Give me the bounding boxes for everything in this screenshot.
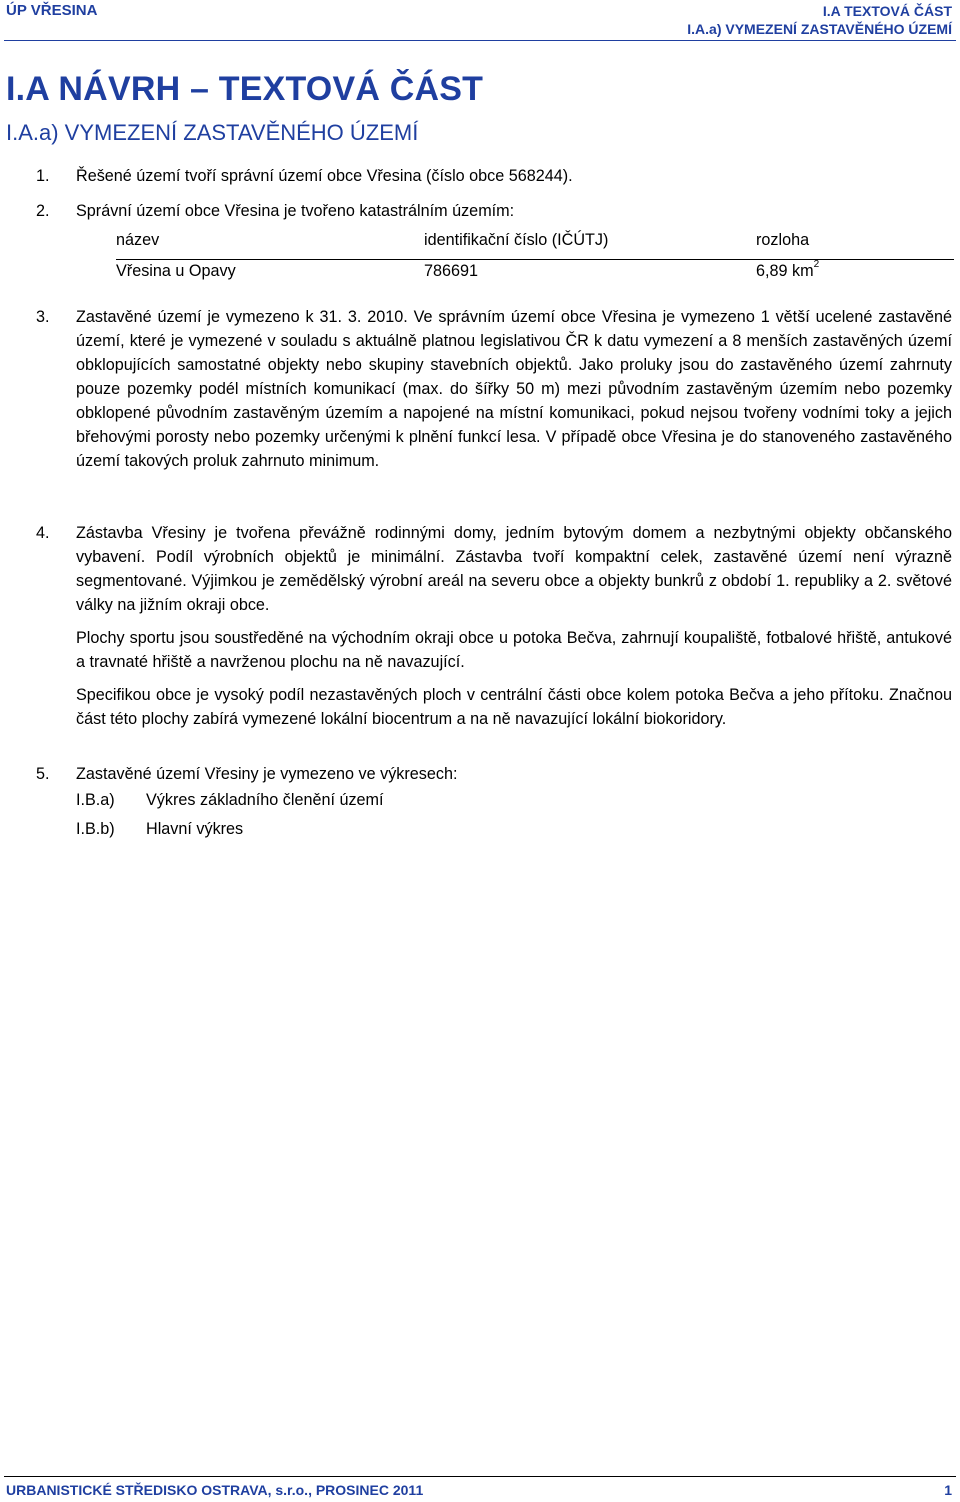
table-header-cell: rozloha <box>756 231 810 249</box>
list-item-number: 1. <box>36 167 50 185</box>
list-item-text: Zastavěné území je vymezeno k 31. 3. 2010. Ve správním území obce Vřesina je vymezeno 1 větší ucelené zastavěné území, které je vymezené v souladu s aktuálně platnou legislativou ČR k datu vymezení a 8 menších zastavěných území obklopujících samostatné objekty nebo skupiny stavebních objektů. Jako proluky jsou do zastavěného území zahrnuty pouze pozemky podél místních komunikací (max. do šířky 50 m) mezi původním zastavěným územím nebo pozemky obklopené původním zastavěným územím a napojené na místní komunikaci, pokud nejsou tvořeny vodními toky a jejich břehovými porosty nebo pozemky určenými k plnění funkcí lesa. V případě obce Vřesina je do stanoveného zastavěného území takových proluk zahrnuto minimum. <box>76 308 952 470</box>
list-item <box>36 199 952 223</box>
list-item <box>36 305 952 473</box>
footer-author: URBANISTICKÉ STŘEDISKO OSTRAVA, s.r.o., PROSINEC 2011 <box>6 1482 424 1498</box>
list-item <box>36 521 952 617</box>
header-divider <box>4 40 956 41</box>
drawing-ref <box>76 791 384 810</box>
list-item-text: Řešené území tvoří správní území obce Vřesina (číslo obce 568244). <box>76 167 573 185</box>
drawing-code: I.B.b) <box>76 820 115 838</box>
table-header-row <box>116 229 954 260</box>
footer-divider <box>4 1476 956 1477</box>
page-number: 1 <box>944 1482 952 1498</box>
table-header-cell: identifikační číslo (IČÚTJ) <box>424 231 609 249</box>
table-cell-area <box>756 259 820 281</box>
list-item-number: 4. <box>36 524 50 542</box>
section-subtitle: I.A.a) VYMEZENÍ ZASTAVĚNÉHO ÚZEMÍ <box>6 120 419 145</box>
list-item-number: 2. <box>36 202 50 220</box>
header-section-line1: I.A TEXTOVÁ ČÁST <box>822 3 952 19</box>
table-header-cell: název <box>116 231 160 249</box>
drawing-name: Hlavní výkres <box>146 820 244 838</box>
paragraph: Plochy sportu jsou soustředěné na východním okraji obce u potoka Bečva, zahrnují koupaliště, fotbalové hřiště, antukové a travnaté hřiště a navrženou plochu na ně navazující. <box>76 629 952 671</box>
list-item-text: Zástavba Vřesiny je tvořena převážně rodinnými domy, jedním bytovým domem a nezbytnými objekty občanského vybavení. Podíl výrobních objektů je minimální. Zástavba tvoří kompaktní celek, zastavěné území není výrazně segmentované. Výjimkou je zemědělský výrobní areál na severu obce a objekty bunkrů z období 1. republiky a 2. světové války na jižním okraji obce. <box>76 524 952 614</box>
header-section-line2: I.A.a) VYMEZENÍ ZASTAVĚNÉHO ÚZEMÍ <box>687 21 952 37</box>
list-item <box>36 762 952 786</box>
area-unit-exponent: 2 <box>813 259 820 270</box>
list-item <box>36 164 952 188</box>
list-item-number: 3. <box>36 308 50 326</box>
drawing-code: I.B.a) <box>76 791 115 809</box>
header-doc-name: ÚP VŘESINA <box>6 2 98 19</box>
area-value: 6,89 km <box>756 262 814 280</box>
page-title: I.A NÁVRH – TEXTOVÁ ČÁST <box>6 70 484 108</box>
table-cell-name: Vřesina u Opavy <box>116 262 236 280</box>
drawing-name: Výkres základního členění území <box>146 791 384 809</box>
drawing-ref <box>76 820 243 839</box>
table-cell-id: 786691 <box>424 262 479 280</box>
table-row <box>116 260 954 290</box>
paragraph: Specifikou obce je vysoký podíl nezastavěných ploch v centrální části obce kolem potoka Bečva a jeho přítoku. Značnou část této plochy zabírá vymezené lokální biocentrum a na ně navazující lokální biokoridory. <box>76 686 952 728</box>
cadastral-table <box>116 229 954 290</box>
list-item-text: Zastavěné území Vřesiny je vymezeno ve výkresech: <box>76 765 458 783</box>
header-section <box>687 2 952 38</box>
list-item-text: Správní území obce Vřesina je tvořeno katastrálním územím: <box>76 202 515 220</box>
list-item-number: 5. <box>36 765 50 783</box>
